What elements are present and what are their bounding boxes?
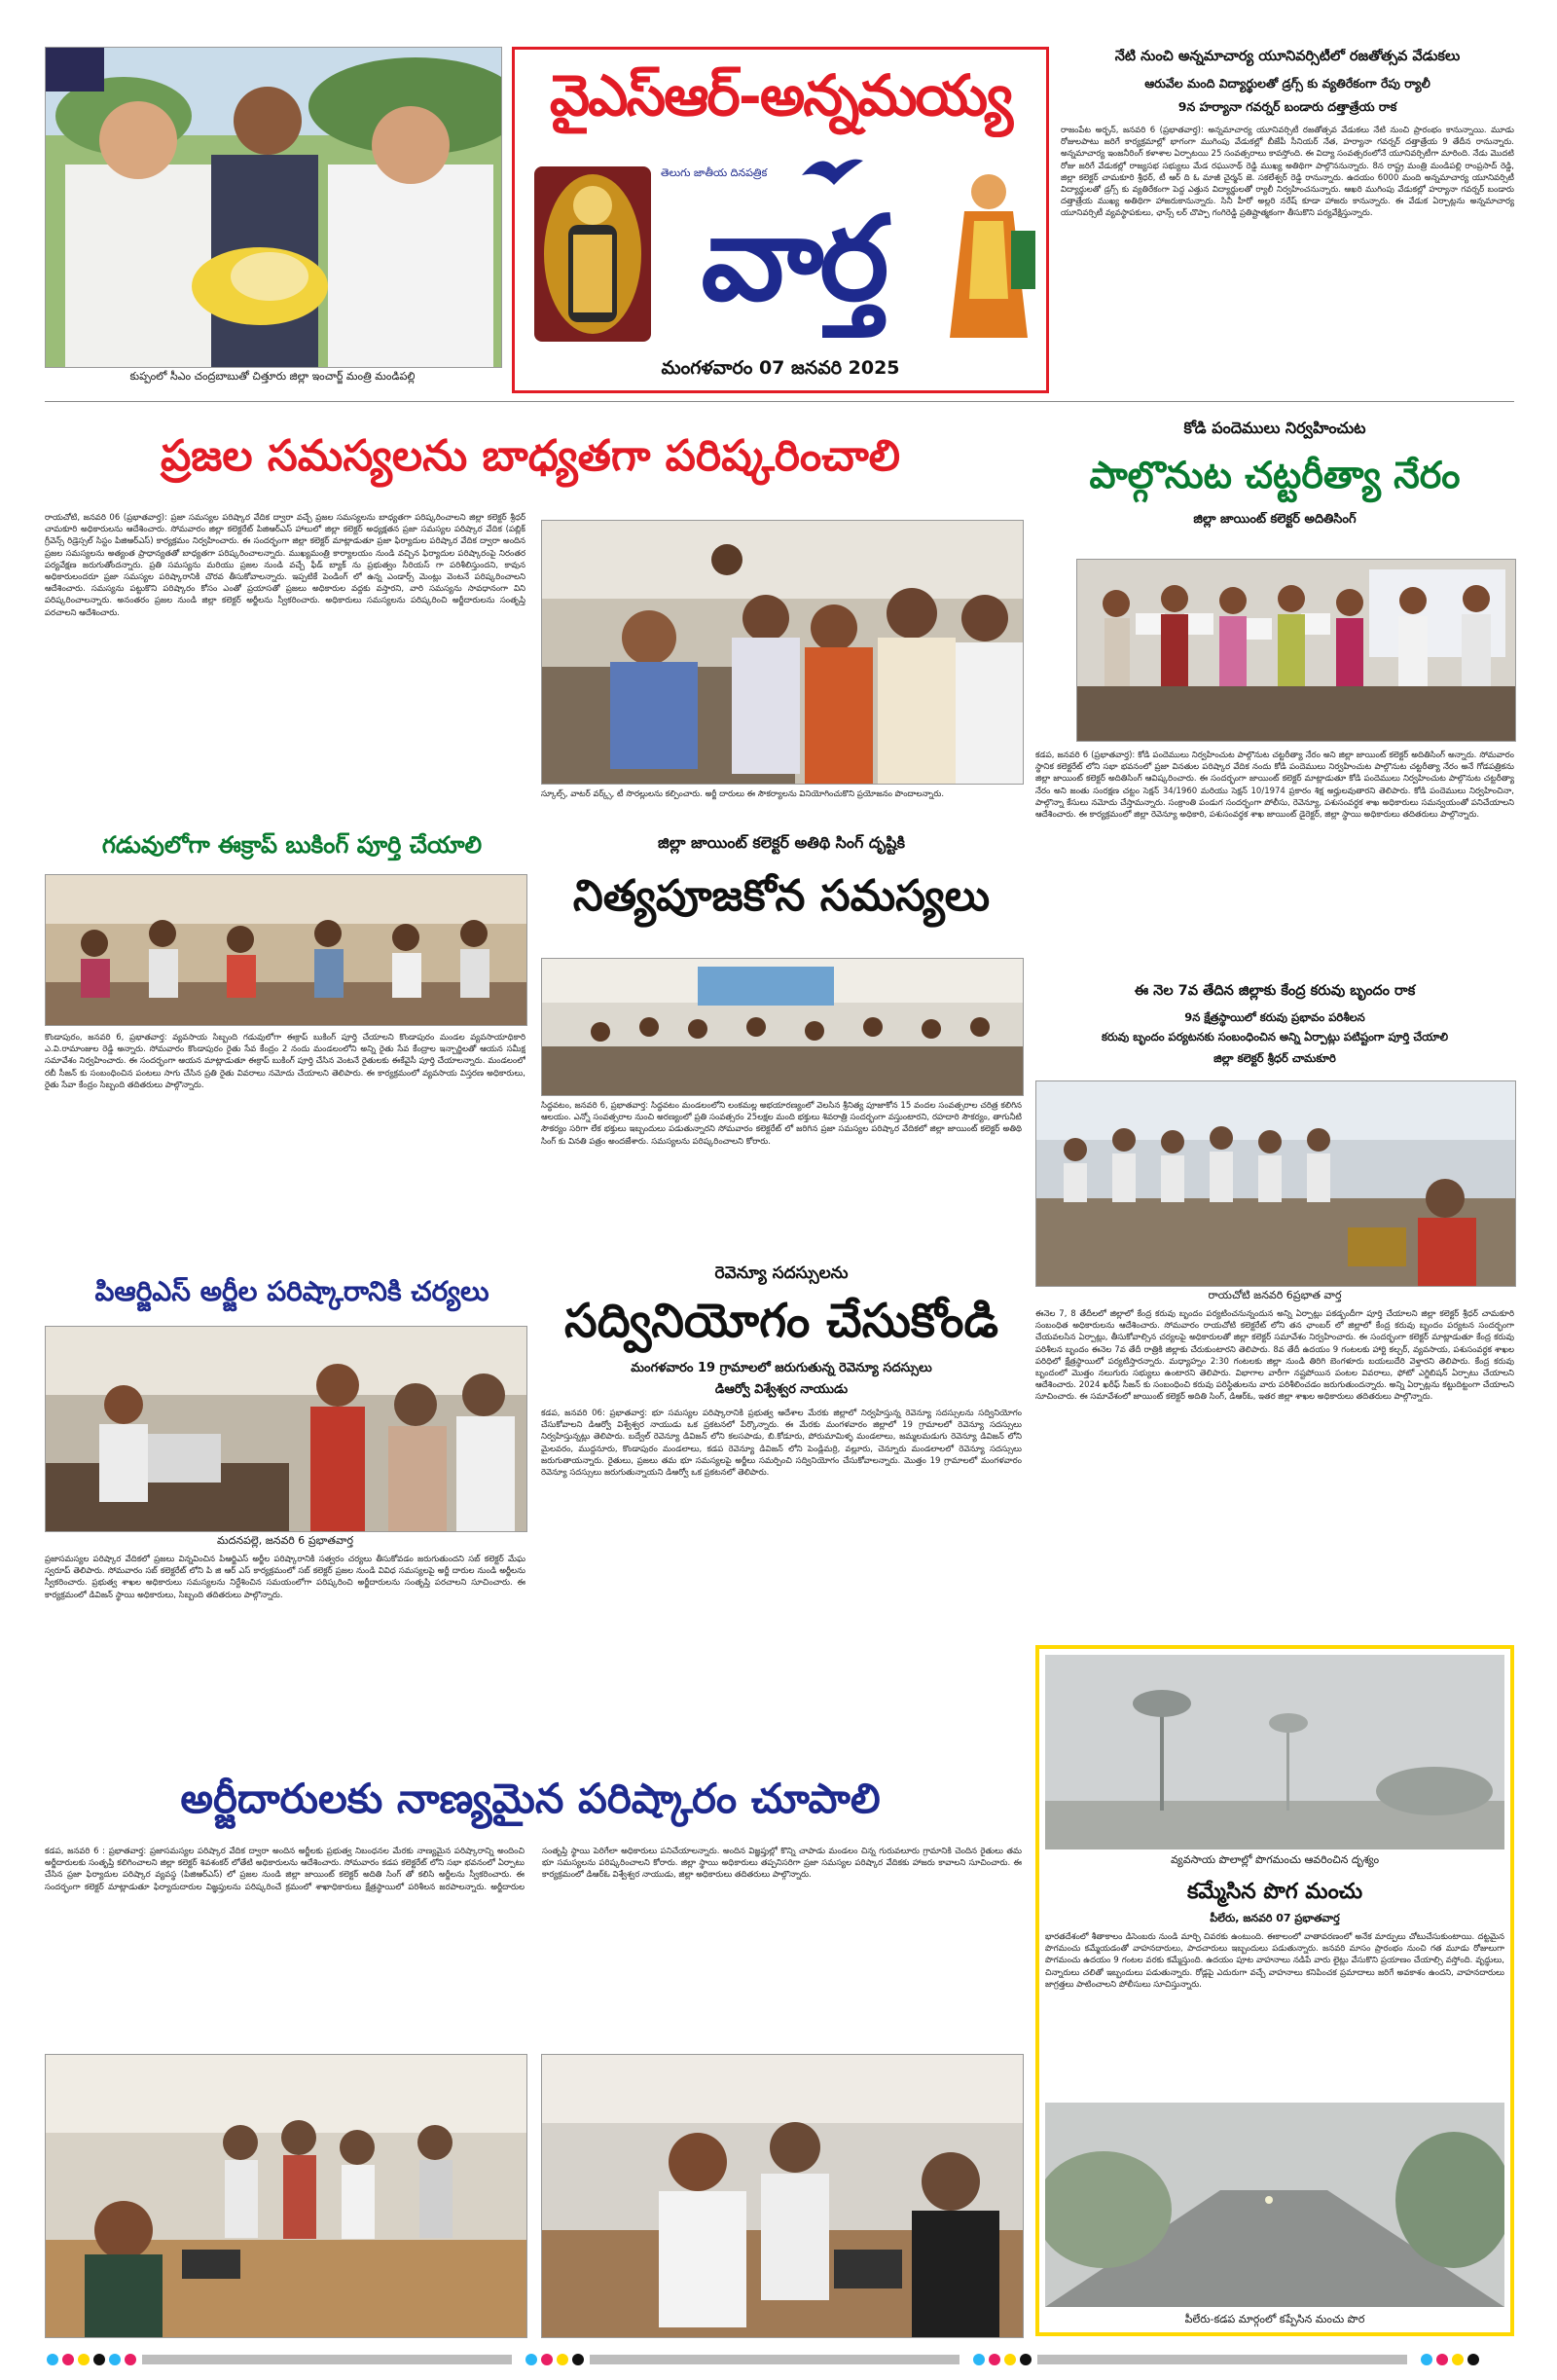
fog-caption-1: వ్యవసాయ పొలాల్లో పొగమంచు ఆవరించిన దృశ్యం <box>1170 1853 1380 1866</box>
lead-photo <box>541 520 1024 785</box>
masthead-date: మంగళవారం 07 జనవరి 2025 <box>661 357 900 379</box>
masthead-title: వైఎస్ఆర్-అన్నమయ్య <box>549 62 1012 128</box>
fog-headline: కమ్మేసిన పొగ మంచు <box>1186 1880 1363 1904</box>
top-left-photo-caption: కుప్పంలో సీఎం చంద్రబాబుతో చిత్తూరు జిల్లా ఇంచార్జ్ మంత్రి మండిపల్లి <box>129 370 416 383</box>
drought-body: ఈనెల 7, 8 తేదీలలో జిల్లాలో కేంద్ర కరువు బృందం పర్యటించనున్నందున అన్ని ఏర్పాట్లు పకడ్బందీగా పూర్తి చేయాలని జిల్లా కలెక్టర్ శ్రీధర్ చామకూరి సంబంధిత అధికారులను ఆదేశించారు. సోమవారం రాయచోటి కలెక్టరేట్ లోని తన ఛాంబర్ లో జిల్లాలో కేంద్ర కరువు బృందం పర్యటన సందర్భంగా చేయవలసిన ఏర్పాట్లు, తీసుకోవాల్సిన చర్యలపై అధికారులతో జిల్లా కలెక్టర్ సమావేశం నిర్వహించారు. ఈ సందర్భంగా కలెక్టర్ మాట్లాడుతూ కేంద్ర కరువు పరిశీలన బృందం ఈనెల 7వ తేదీ రాత్రికి జిల్లాకు చేరుకుంటారని తెలిపారు. 8వ తేదీ ఉదయం 9 గంటలకు హార్టి కల్చర్, వ్యవసాయ, పశుసంవర్ధక శాఖల పరిధిలో క్షేత్రస్థాయిలో పర్యటిస్తారన్నారు. మధ్యాహ్నం 2:30 గంటలకు జిల్లా నుండి తిరిగి బెంగళూరు బయలుదేరి వెళ్తారని తెలిపారు. కేంద్ర కరువు బృందంలో మొత్తం నలుగురు సభ్యులు ఉంటారని తెలిపారు. విభాగాల వారీగా నష్టపోయిన పంటల వివరాలు, ఫోటో ఎగ్జిబిషన్ ఏర్పాటు చేయాలని ఆదేశించారు. 2024 ఖరీఫ్ సీజన్ కు సంబంధించి కరువు పరిస్థితులను వారు పరిశీలించడం జరుగుతుందన్నారు. అన్ని ఏర్పాట్లను కట్టుదిట్టంగా చేయాలని సూచించారు. ఈ సమావేశంలో జాయింట్ కలెక్టర్ అదితి సింగ్, డిఆర్ఓ, ఇతర జిల్లా శాఖల అధికారులు తదితరులు పాల్గొన్నారు. <box>1035 1309 1514 1403</box>
top-right-sub2: 9న హర్యానా గవర్నర్ బండారు దత్తాత్రేయ రాక <box>1177 99 1397 114</box>
nityapuja-body: సిద్ధవటం, జనవరి 6, ప్రభాతవార్త: సిద్ధవటం మండలంలోని లంకమల్ల అభయారణ్యంలో వెలసిన శ్రీనిత్య పూజాకోన 15 వందల సంవత్సరాల చరిత్ర కలిగిన ఆలయం. ఎన్నో సంవత్సరాల నుంచి అరణ్యంలో ప్రతి సంవత్సరం 25లక్షల మంది భక్తులు శివరాత్రి సందర్భంగా వస్తుంటారని, రహదారి సౌకర్యం, తాగునీటి సౌకర్యం సరిగా లేక భక్తులు ఇబ్బందులు పడుతున్నారని సోమవారం కలెక్టరేట్ లో జరిగిన ప్రజా సమస్యల పరిష్కార వేదికలో జిల్లా జాయింట్ కలెక్టర్ అతిథి సింగ్ కు వినతి పత్రం అందజేశారు. సమస్యలను పరిష్కరించాలని కోరారు. <box>541 1101 1022 1147</box>
lead-body: రాయచోటి, జనవరి 06 (ప్రభాతవార్త): ప్రజా సమస్యల పరిష్కార వేదిక ద్వారా వచ్చే ప్రజల సమస్యలను బాధ్యతగా పరిష్కరించాలని జిల్లా కలెక్టర్ శ్రీధర్ చామకూరి అధికారులను ఆదేశించారు. సోమవారం జిల్లా కలెక్టరేట్ పిజిఆర్ఎస్ హాలులో జిల్లా కలెక్టర్ అధ్యక్షతన ప్రజా సమస్యల పరిష్కార వేదిక (పబ్లిక్ గ్రీవెన్స్ రిడ్రెస్సల్ సిస్టం పిజిఆర్ఎస్) కార్యక్రమం నిర్వహించారు. ఈ సందర్భంగా జిల్లా కలెక్టర్ మాట్లాడుతూ ప్రజా ఫిర్యాదుల పరిష్కార వేదిక ద్వారా అందిన ప్రజల సమస్యలను అత్యంత ప్రాధాన్యతతో బాధ్యతగా పరిష్కరించాలన్నారు. ముఖ్యమంత్రి కార్యాలయం నుండి వచ్చిన ఫిర్యాదుల పరిష్కారంపై నిరంతర పర్యవేక్షణ జరుగుతోందన్నారు. ప్రతి సమస్యను మరియు ప్రజల నుండి వచ్చే ఫీడ్ బ్యాక్ ను ప్రభుత్వం సీరియస్ గా పరిశీలిస్తుందని, కావున అధికారులందరూ ప్రజా సమస్యల పరిష్కారానికి చొరవ తీసుకోవాలన్నారు. ఇప్పటికే పెండింగ్ లో ఉన్న ఎండార్స్ మెంట్లు వెంటనే పరిష్కరించాలని ఆదేశించారు. సమస్యను పట్టుకొని పరిష్కారం కోసం ఎంతో ప్రయాసతో ప్రజలు అధికారుల వద్దకు వస్తారని, వారి సమస్యను సావధానంగా విని పరిష్కరించాలన్నారు. అనంతరం ప్రజల నుండి జిల్లా కలెక్టర్ అర్జీలను స్వీకరించారు. అధికారులు సమస్యలను పరిష్కరించి అర్జీదారులను సంతృప్తి పరచాలని ఆదేశించారు. <box>45 513 525 618</box>
deity-icon <box>534 166 651 342</box>
top-right-sub1: ఆరువేల మంది విద్యార్థులతో డ్రగ్స్ కు వ్యతిరేకంగా రేపు ర్యాలీ <box>1144 76 1430 91</box>
drought-kicker: ఈ నెల 7వ తేదిన జిల్లాకు కేంద్ర కరువు బృందం రాక <box>1134 983 1416 999</box>
ecrop-body: కొండాపురం, జనవరి 6, ప్రభాతవార్త: వ్యవసాయ సిబ్బంది గడువులోగా ఈక్రాప్ బుకింగ్ పూర్తి చేయాలని కొండాపురం మండల వ్యవసాయాధికారి ఎ.వి.రామాంజుల రెడ్డి అన్నారు. సోమవారం కొండాపురం రైతు సేవ కేంద్రం 2 నందు మండలంలోని అన్ని రైతు సేవ కేంద్రాల ఇన్చార్జిలతో ఆయన సమీక్ష సమావేశం నిర్వహించారు. ఈ సందర్భంగా ఆయన మాట్లాడుతూ ఈక్రాప్ బుకింగ్ పూర్తి చేసిన వెంటనే రైతులకు ఈకేవైసీ పూర్తి చేయాలన్నారు. మండలంలో రబీ సీజన్ కు సంబంధించిన పంటలు సాగు చేసిన ప్రతి రైతు వివరాలు నమోదు చేయాలని తెలిపారు. ఈ కార్యక్రమంలో వ్యవసాయ విస్తరణ అధికారులు, రైతు సేవా కేంద్రం సిబ్బంది తదితరులు పాల్గొన్నారు. <box>45 1033 525 1090</box>
cockfight-headline: పాల్గొనుట చట్టరీత్యా నేరం <box>1089 454 1461 496</box>
drought-photo <box>1035 1080 1516 1287</box>
divider-top <box>45 401 1514 402</box>
cockfight-byline: జిల్లా జాయింట్ కలెక్టర్ అదితిసింగ్ <box>1193 512 1357 527</box>
drought-caption: రాయచోటి జనవరి 6ప్రభాత వార్త <box>1208 1289 1342 1301</box>
fog-body: భారతదేశంలో శీతాకాలం డిసెంబరు నుండి మార్చి చివరకు ఉంటుంది. ఈకాలంలో వాతావరణంలో అనేక మార్పులు చోటుచేసుకుంటాయి. దట్టమైన పొగమంచు కమ్మేయడంతో వాహనదారులు, పాదచారులు ఇబ్బందులు పడుతున్నారు. జనవరి మాసం ప్రారంభం నుంచి గత మూడు రోజులుగా పొగమంచు ఉదయం 9 గంటల వరకు కమ్మేస్తుంది. ఉదయం పూట వాహనాలు నడిపే వారు లైట్లు వేసుకొని ప్రయాణం చేయాల్సి వస్తోంది. వృద్ధులు, చిన్నారులు చలితో ఇబ్బందులు పడుతున్నారు. రోడ్లపై ఎదురుగా వచ్చే వాహనాలు కనిపించక ప్రమాదాలు జరిగే అవకాశం ఉందని, వాహనదారులు జాగ్రత్తలు పాటించాలని పోలీసులు సూచిస్తున్నారు. <box>1045 1932 1504 1990</box>
revenue-sub2: డిఆర్వో విశ్వేశ్వర నాయుడు <box>714 1382 849 1397</box>
top-right-body: రాజంపేట అర్బన్, జనవరి 6 (ప్రభాతవార్త): అన్నమాచార్య యూనివర్సిటీ రజతోత్సవ వేడుకలు నేటి నుంచి ప్రారంభం కానున్నాయి. మూడు రోజులపాటు జరిగే కార్యక్రమాల్లో భాగంగా ముగింపు వేడుకల్లో బీజేపీ సీనియర్ నేత, హర్యానా గవర్నర్ దత్తాత్రేయ 9 తేదీన రానున్నారు. అన్నమాచార్య ఇంజనీరింగ్ కళాశాల ఏర్పాటయి 25 సంవత్సరాలు కావస్తోంది. ఈ విద్యా సంవత్సరంలోనే యూనివర్సిటీగా మారింది. నేడు మొదటి రోజు జరిగే వేడుకల్లో రాజ్యసభ సభ్యులు మేడ రఘునాథ్ రెడ్డి ముఖ్య అతిథిగా పాల్గొననున్నారు. 8న రాష్ట్ర మంత్రి మండిపల్లి రాంప్రసాద్ రెడ్డి, జిల్లా కలెక్టర్ చామకూరి శ్రీధర్, టీ ఆర్ ది ఓ మాజీ చైర్మన్ జె. సకలేశ్వర్ రెడ్డి రానున్నారు. ఉదయం 6000 మంది అన్నమాచార్య యూనివర్సిటీ విద్యార్థులతో డ్రగ్స్ కు వ్యతిరేకంగా పెద్ద ఎత్తున విద్యార్థులతో ర్యాలీ నిర్వహించనున్నారు. ఆఖరి ముగింపు వేడుకల్లో హర్యానా గవర్నర్ బండారు దత్తాత్రేయ ముఖ్య అతిథిగా హాజరుకానున్నారు. సినీ హీరో అల్లరి నరేష్ కూడా హాజరు కానున్నారు. ఈ వేడుక ఏర్పాట్లను అన్నమాచార్య యూనివర్సిటీ వ్యవస్థాపకులు, ఛాన్స్ లర్ చొప్పా గంగిరెడ్డి ప్రతిష్టాత్మకంగా తీసుకొని పర్యవేక్షిస్తున్నారు. <box>1061 126 1514 219</box>
drought-sub1: 9న క్షేత్రస్థాయిలో కరువు ప్రభావం పరిశీలన <box>1184 1010 1365 1024</box>
fog-dateline: పీలేరు, జనవరి 07 ప్రభాతవార్త <box>1210 1912 1340 1924</box>
ecrop-headline: గడువులోగా ఈక్రాప్ బుకింగ్ పూర్తి చేయాలి <box>101 831 483 859</box>
bottom-photo-2 <box>541 2054 1024 2338</box>
fog-photo-2 <box>1045 2103 1504 2307</box>
lead-continuation: స్కూల్స్, వాటర్ వర్క్స్, టీ సొరల్లులను కల్పించారు. అర్జీ దారులు ఈ సౌకర్యాలను వినియోగించుకొని ప్రయోజనం పొందాలన్నారు. <box>541 789 945 799</box>
annamayya-icon <box>935 163 1042 344</box>
fog-caption-2: పీలేరు-కడప మార్గంలో కప్పేసిన మంచు పొర <box>1184 2313 1365 2325</box>
drought-sub2: కరువు బృందం పర్యటనకు సంబంధించిన అన్ని ఏర్పాట్లు పటిష్టంగా పూర్తి చేయాలి <box>1101 1030 1449 1044</box>
pgrs-photo <box>45 1326 527 1532</box>
top-left-photo <box>45 47 502 368</box>
masthead-logo: వార్త <box>701 190 886 327</box>
revenue-headline: సద్వినియోగం చేసుకోండి <box>564 1294 998 1348</box>
bottom-photo-1 <box>45 2054 527 2338</box>
bottom-headline: అర్జీదారులకు నాణ్యమైన పరిష్కారం చూపాలి <box>180 1775 881 1822</box>
pgrs-body: ప్రజాసమస్యల పరిష్కార వేదికలో ప్రజలు విన్నవించిన పిఆర్జిఎస్ అర్జీల పరిష్కారానికి సత్వరం చర్యలు తీసుకోవడం జరుగుతుందని సబ్ కలెక్టర్ మేఘ స్వరూప్ తెలిపారు. సోమవారం సబ్ కలెక్టరేట్ లోని పి జి ఆర్ ఎస్ కార్యక్రమంలో సబ్ కలెక్టర్ ప్రజల నుండి వివిధ సమస్యలపై అర్జీ దారుల నుండి అర్జీలను స్వీకరించారు. ప్రభుత్వ శాఖల అధికారులు సమస్యలను నిర్దేశించిన సమయంలోగా పరిష్కరించి అర్జీదారులను సంతృప్తి పరచాలని సూచించారు. ఈ కార్యక్రమంలో డివిజన్ స్థాయి అధికారులు, సిబ్బంది తదితరులు పాల్గొన్నారు. <box>45 1555 525 1600</box>
lead-headline: ప్రజల సమస్యలను బాధ్యతగా పరిష్కరించాలి <box>160 431 901 481</box>
ecrop-photo <box>45 874 527 1026</box>
masthead <box>512 47 1049 393</box>
cockfight-body: కడప, జనవరి 6 (ప్రభాతవార్త): కోడి పందెములు నిర్వహించుట పాల్గొనుట చట్టరీత్యా నేరం అని జిల్లా జాయింట్ కలెక్టర్ అదితిసింగ్ అన్నారు. సోమవారం స్థానిక కలెక్టరేట్ లోని సభా భవనంలో ప్రజా వినతుల పరిష్కార వేదిక నందు కోడి పందెములు నిర్వహించుట పాల్గొనుట చట్టరీత్యా నేరం అనే గోడపత్రికను జిల్లా జాయింట్ కలెక్టర్ అదితిసింగ్ ఆవిష్కరించారు. ఈ సందర్భంగా జాయింట్ కలెక్టర్ మాట్లాడుతూ కోడి పందెములు నిర్వహించుట పాల్గొనుట చట్టరీత్యా నేరం అని జంతు సంరక్షణ చట్టం సెక్షన్ 34/1960 మరియు సెక్షన్ 10/1974 ప్రకారం శిక్ష అర్హులవుతారని తెలిపారు. కోడి పందెములు నిర్వహించినా, పాల్గొన్నా కేసులు నమోదు చేస్తామన్నారు. సంక్రాంతి పండుగ సందర్భంగా పోలీసు, రెవెన్యూ, పశుసంవర్ధక శాఖ అధికారులు సమన్వయంతో పనిచేయాలని ఆదేశించారు. ఈ కార్యక్రమంలో జిల్లా రెవెన్యూ అధికారి, పశుసంవర్ధక శాఖ జాయింట్ డైరెక్టర్, జిల్లా స్థాయి అధికారులు తదితరులు పాల్గొన్నారు. <box>1035 751 1514 821</box>
revenue-kicker: రెవెన్యూ సదస్సులను <box>714 1263 849 1283</box>
masthead-tagline: తెలుగు జాతీయ దినపత్రిక <box>661 166 768 179</box>
revenue-body: కడప, జనవరి 06: ప్రభాతవార్త: భూ సమస్యల పరిష్కారానికి ప్రభుత్వ ఆదేశాల మేరకు జిల్లాలో నిర్వహిస్తున్న రెవెన్యూ సదస్సులను సద్వినియోగం చేసుకోవాలని డిఆర్వో విశ్వేశ్వర నాయుడు ఒక ప్రకటనలో పేర్కొన్నారు. ఈ మేరకు మంగళవారం జిల్లాలో 19 గ్రామాలలో రెవెన్యూ సదస్సులు నిర్వహిస్తున్నట్లు తెలిపారు. బద్వేల్ రెవెన్యూ డివిజన్ లోని కలసపాడు, బి.కోడూరు, పోరుమామిళ్ళ మండలాలు, జమ్మలమడుగు రెవెన్యూ డివిజన్ లోని మైలవరం, ముద్దనూరు, కొండాపురం మండలాలు, కడప రెవెన్యూ డివిజన్ లోని పెండ్లిమర్రి, వల్లూరు, చెన్నూరు మండలాలలో రెవెన్యూ సదస్సులు జరుగుతాయన్నారు. రైతులు, ప్రజలు తమ భూ సమస్యలపై అర్జీలు సమర్పించి సద్వినియోగం చేసుకోవాలన్నారు. మొత్తం 19 గ్రామాలలో మంగళవారం రెవెన్యూ సదస్సులు జరుగుతున్నాయని డిఆర్వో ఒక ప్రకటనలో తెలిపారు. <box>541 1409 1022 1479</box>
nityapuja-photo <box>541 958 1024 1096</box>
top-right-kicker: నేటి నుంచి అన్నమాచార్య యూనివర్సిటీలో రజతోత్సవ వేడుకలు <box>1114 49 1461 64</box>
revenue-sub1: మంగళవారం 19 గ్రామాలలో జరుగుతున్న రెవెన్యూ సదస్సులు <box>631 1361 932 1375</box>
nityapuja-kicker: జిల్లా జాయింట్ కలెక్టర్ అతిథి సింగ్ దృష్టికి <box>658 833 905 852</box>
pgrs-headline: పిఆర్జిఎస్ అర్జీల పరిష్కారానికి చర్యలు <box>94 1275 489 1307</box>
fog-photo-1 <box>1045 1655 1504 1849</box>
pgrs-caption: మదనపల్లె, జనవరి 6 ప్రభాతవార్త <box>216 1534 354 1547</box>
cockfight-photo <box>1076 559 1516 742</box>
bottom-body: కడప, జనవరి 6 : ప్రభాతవార్త: ప్రజాసమస్యల పరిష్కార వేదిక ద్వారా అందిన అర్జీలకు ప్రభుత్వ నిబంధనల మేరకు నాణ్యమైన పరిష్కారాన్ని అందించి అర్జీదారులకు సంతృప్తి కలిగించాలని జిల్లా కలెక్టర్ శివశంకర్ లోతేటి అధికారులను ఆదేశించారు. సోమవారం కడప కలెక్టరేట్ లోని సభా భవనంలో ఏర్పాటు చేసిన ప్రజా ఫిర్యాదుల పరిష్కార వ్యవస్థ (పిజిఆర్ఎస్) లో ప్రజల నుండి జిల్లా జాయింట్ కలెక్టర్ అదితి సింగ్ తో కలిసి అర్జీలను స్వీకరించారు. ఈ సందర్భంగా కలెక్టర్ మాట్లాడుతూ ఫిర్యాదుదారుల విజ్ఞప్తులను పరిష్కరించే క్రమంలో శాఖాధికారులు క్షేత్రస్థాయిలో పరిశీలన జరపాలన్నారు. అర్జీదారుల సంతృప్తి స్థాయి పెరిగేలా అధికారులు పనిచేయాలన్నారు. అందిన విజ్ఞప్తుల్లో కొన్ని చాపాడు మండలం చిన్న గురువలూరు గ్రామానికి చెందిన రైతులు తమ భూ సమస్యలను పరిష్కరించాలని కోరారు. జిల్లా స్థాయి అధికారులు తప్పనిసరిగా ప్రజా సమస్యల పరిష్కార వేదికకు హాజరు కావాలని సూచించారు. ఈ కార్యక్రమంలో డిఆర్ఓ విశ్వేశ్వర నాయుడు, జిల్లా అధికారులు తదితరులు పాల్గొన్నారు. <box>45 1847 1022 1892</box>
nityapuja-headline: నిత్యపూజకోన సమస్యలు <box>572 871 991 921</box>
footer-bar <box>45 2352 1514 2367</box>
drought-byline: జిల్లా కలెక్టర్ శ్రీధర్ చామకూరి <box>1213 1051 1336 1065</box>
cockfight-kicker: కోడి పందెములు నిర్వహించుట <box>1183 419 1366 437</box>
